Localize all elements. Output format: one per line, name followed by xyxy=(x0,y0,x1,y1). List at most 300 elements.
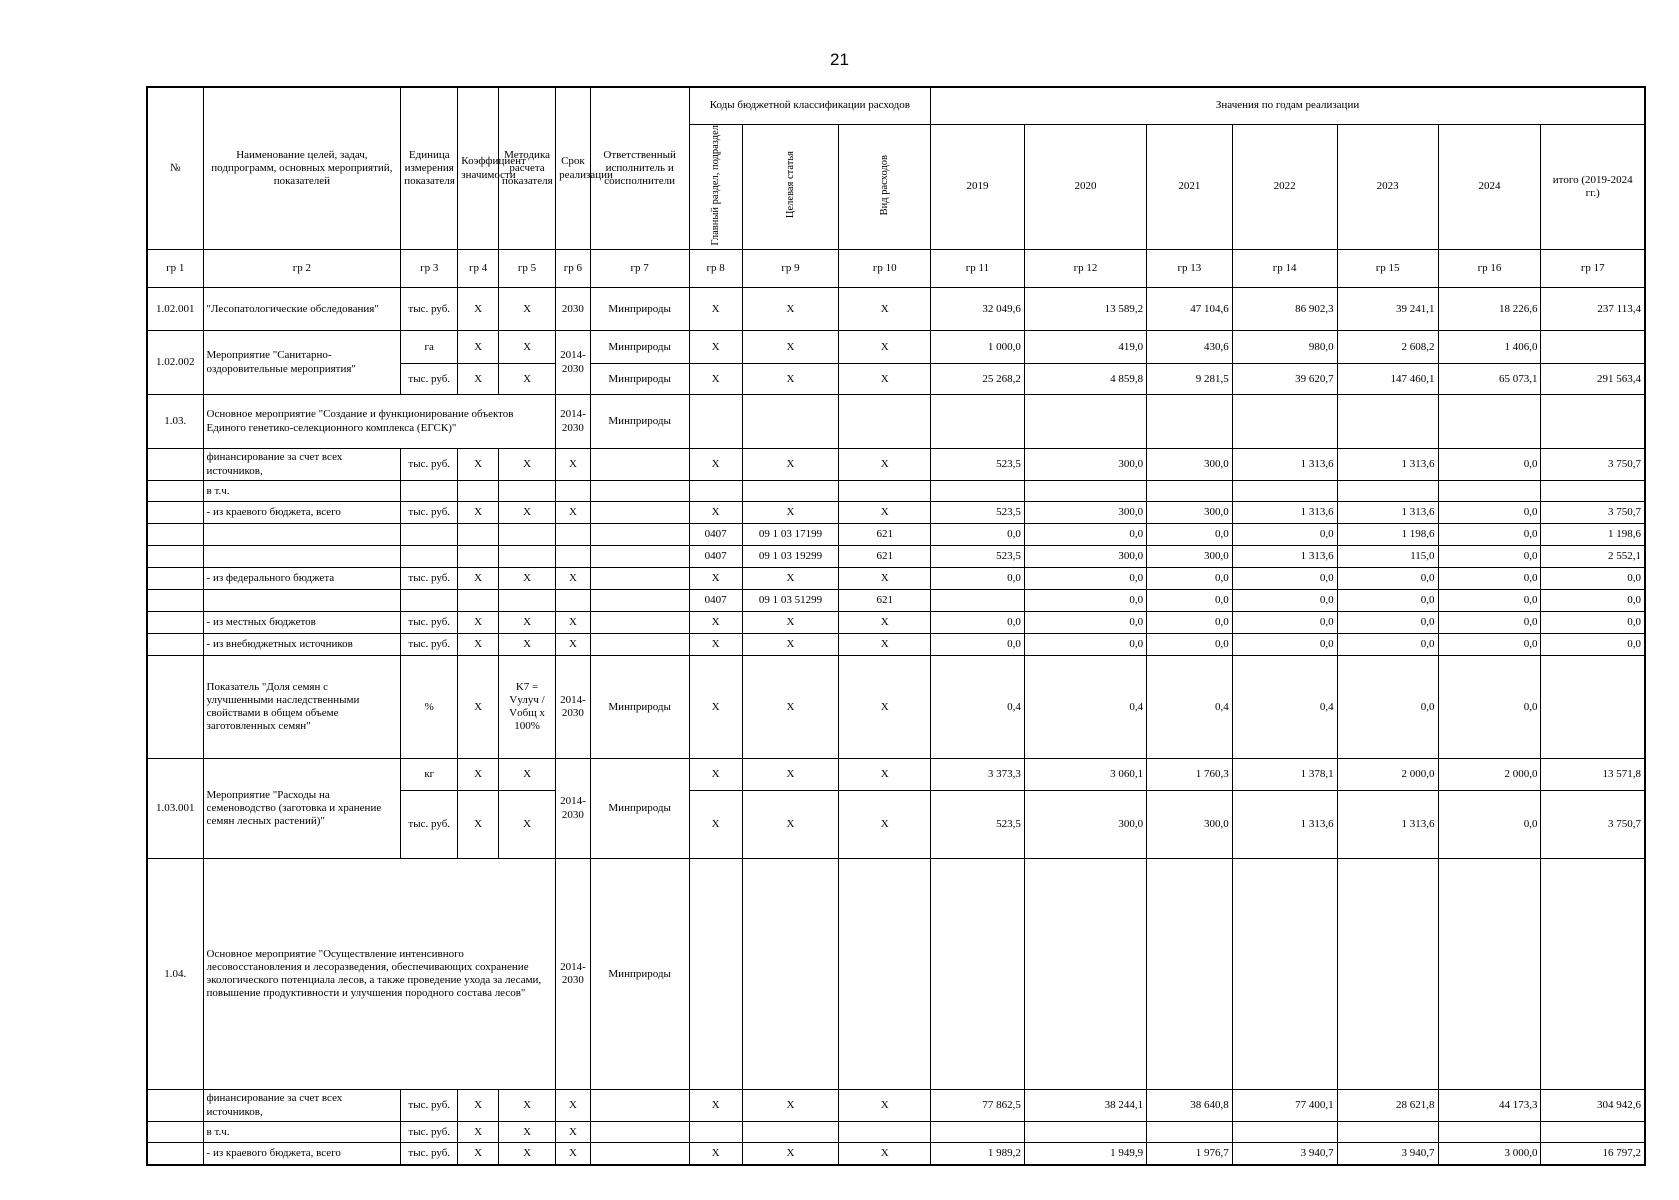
colnum: гр 9 xyxy=(742,250,839,288)
row-vid: X xyxy=(839,634,931,656)
colnum: гр 8 xyxy=(689,250,742,288)
header-year-2022: 2022 xyxy=(1232,124,1337,250)
method-line: K7 = xyxy=(515,680,539,693)
colnum: гр 15 xyxy=(1337,250,1438,288)
row-unit: га xyxy=(401,331,458,364)
header-name: Наименование целей, задач, подпрограмм, основных мероприятий, показателей xyxy=(203,87,401,250)
value-2019: 25 268,2 xyxy=(931,364,1025,395)
row-term: 2014-2030 xyxy=(556,759,591,859)
value-2022: 0,0 xyxy=(1232,634,1337,656)
header-year-2024: 2024 xyxy=(1438,124,1541,250)
row-resp: Минприроды xyxy=(590,859,689,1090)
row-cel: X xyxy=(742,331,839,364)
row-term: X xyxy=(556,612,591,634)
row-unit: тыс. руб. xyxy=(401,1122,458,1143)
value-2020: 4 859,8 xyxy=(1024,364,1146,395)
value-2019: 77 862,5 xyxy=(931,1090,1025,1122)
row-vid: X xyxy=(839,502,931,524)
table-row xyxy=(147,1090,1645,1122)
value-2024: 0,0 xyxy=(1438,791,1541,859)
value-total: 3 750,7 xyxy=(1541,449,1645,481)
value-2023: 2 000,0 xyxy=(1337,759,1438,791)
colnum: гр 1 xyxy=(147,250,203,288)
row-method: X xyxy=(499,1122,556,1143)
table-row xyxy=(147,288,1645,331)
row-cel: X xyxy=(742,656,839,759)
row-glav: 0407 xyxy=(689,590,742,612)
value-2020: 0,0 xyxy=(1024,612,1146,634)
value-2022: 0,0 xyxy=(1232,612,1337,634)
row-vid: 621 xyxy=(839,590,931,612)
value-2024: 0,0 xyxy=(1438,449,1541,481)
value-2019: 523,5 xyxy=(931,449,1025,481)
value-2023: 0,0 xyxy=(1337,590,1438,612)
row-term: X xyxy=(556,1122,591,1143)
value-2023: 1 313,6 xyxy=(1337,449,1438,481)
row-name: Основное мероприятие "Создание и функционирование объектов Единого генетико-селекционного комплекса (ЕГСК)" xyxy=(203,395,556,449)
value-total: 0,0 xyxy=(1541,612,1645,634)
value-2022: 0,4 xyxy=(1232,656,1337,759)
row-resp: Минприроды xyxy=(590,759,689,859)
row-cel: X xyxy=(742,791,839,859)
value-2024: 0,0 xyxy=(1438,568,1541,590)
row-coef: X xyxy=(458,1122,499,1143)
value-2019: 0,0 xyxy=(931,612,1025,634)
value-2022: 3 940,7 xyxy=(1232,1143,1337,1165)
row-glav: X xyxy=(689,1090,742,1122)
value-2022: 86 902,3 xyxy=(1232,288,1337,331)
row-method: X xyxy=(499,502,556,524)
header-coef: Коэффициент значимости xyxy=(458,87,499,250)
colnum: гр 5 xyxy=(499,250,556,288)
row-resp: Минприроды xyxy=(590,288,689,331)
value-total: 0,0 xyxy=(1541,568,1645,590)
value-2020: 300,0 xyxy=(1024,502,1146,524)
row-glav: X xyxy=(689,612,742,634)
value-2024: 44 173,3 xyxy=(1438,1090,1541,1122)
table-row xyxy=(147,590,1645,612)
value-2022: 39 620,7 xyxy=(1232,364,1337,395)
row-term: 2030 xyxy=(556,288,591,331)
row-method xyxy=(499,656,556,759)
row-method: X xyxy=(499,364,556,395)
value-2024: 0,0 xyxy=(1438,502,1541,524)
value-total: 13 571,8 xyxy=(1541,759,1645,791)
value-2023: 2 608,2 xyxy=(1337,331,1438,364)
value-2021: 47 104,6 xyxy=(1147,288,1233,331)
row-term: 2014-2030 xyxy=(556,859,591,1090)
value-total: 2 552,1 xyxy=(1541,546,1645,568)
value-2024: 18 226,6 xyxy=(1438,288,1541,331)
row-term: X xyxy=(556,1143,591,1165)
row-vid: X xyxy=(839,449,931,481)
row-term: X xyxy=(556,449,591,481)
row-term: X xyxy=(556,634,591,656)
row-glav: 0407 xyxy=(689,524,742,546)
row-cel: X xyxy=(742,502,839,524)
value-2020: 300,0 xyxy=(1024,791,1146,859)
colnum: гр 12 xyxy=(1024,250,1146,288)
row-unit: тыс. руб. xyxy=(401,364,458,395)
value-2020: 13 589,2 xyxy=(1024,288,1146,331)
table-row xyxy=(147,481,1645,502)
row-coef: X xyxy=(458,634,499,656)
table-row xyxy=(147,759,1645,791)
value-2023: 39 241,1 xyxy=(1337,288,1438,331)
value-2023: 115,0 xyxy=(1337,546,1438,568)
value-2023: 0,0 xyxy=(1337,612,1438,634)
row-coef: X xyxy=(458,288,499,331)
value-2022: 0,0 xyxy=(1232,524,1337,546)
row-vid: X xyxy=(839,331,931,364)
value-2019: 3 373,3 xyxy=(931,759,1025,791)
value-2024: 2 000,0 xyxy=(1438,759,1541,791)
value-2021: 1 760,3 xyxy=(1147,759,1233,791)
value-2021: 0,0 xyxy=(1147,634,1233,656)
value-2019: 0,4 xyxy=(931,656,1025,759)
table-row xyxy=(147,524,1645,546)
row-coef: X xyxy=(458,791,499,859)
table-row xyxy=(147,612,1645,634)
row-coef: X xyxy=(458,1090,499,1122)
row-cel: X xyxy=(742,364,839,395)
row-glav: X xyxy=(689,568,742,590)
value-2022: 0,0 xyxy=(1232,568,1337,590)
value-2022: 1 313,6 xyxy=(1232,502,1337,524)
value-2024: 65 073,1 xyxy=(1438,364,1541,395)
header-years-title: Значения по годам реализации xyxy=(931,87,1645,124)
value-2021: 300,0 xyxy=(1147,449,1233,481)
row-glav: X xyxy=(689,502,742,524)
value-2023: 1 313,6 xyxy=(1337,502,1438,524)
row-num: 1.02.001 xyxy=(147,288,203,331)
value-2024: 0,0 xyxy=(1438,590,1541,612)
row-coef: X xyxy=(458,364,499,395)
value-2021: 9 281,5 xyxy=(1147,364,1233,395)
row-name: - из внебюджетных источников xyxy=(203,634,401,656)
row-method: X xyxy=(499,288,556,331)
colnum: гр 7 xyxy=(590,250,689,288)
row-cel: X xyxy=(742,759,839,791)
colnum: гр 14 xyxy=(1232,250,1337,288)
value-2024: 1 406,0 xyxy=(1438,331,1541,364)
header-term: Срок реализации xyxy=(556,87,591,250)
value-2024: 0,0 xyxy=(1438,546,1541,568)
value-2022: 77 400,1 xyxy=(1232,1090,1337,1122)
row-glav: X xyxy=(689,1143,742,1165)
row-vid: X xyxy=(839,1143,931,1165)
row-glav: X xyxy=(689,331,742,364)
colnum: гр 17 xyxy=(1541,250,1645,288)
row-cel: X xyxy=(742,1143,839,1165)
row-name: Мероприятие "Расходы на семеноводство (заготовка и хранение семян лесных растений)" xyxy=(203,759,401,859)
row-vid: 621 xyxy=(839,524,931,546)
value-total: 3 750,7 xyxy=(1541,502,1645,524)
row-glav: X xyxy=(689,759,742,791)
row-cel: X xyxy=(742,1090,839,1122)
value-2019: 1 989,2 xyxy=(931,1143,1025,1165)
value-2022: 0,0 xyxy=(1232,590,1337,612)
table-row xyxy=(147,546,1645,568)
value-total: 0,0 xyxy=(1541,634,1645,656)
value-2022: 1 313,6 xyxy=(1232,791,1337,859)
row-vid: X xyxy=(839,288,931,331)
value-2021: 0,0 xyxy=(1147,612,1233,634)
row-unit: тыс. руб. xyxy=(401,612,458,634)
table-row xyxy=(147,1122,1645,1143)
row-name: в т.ч. xyxy=(203,481,401,502)
value-2024: 0,0 xyxy=(1438,656,1541,759)
row-name: финансирование за счет всех источников, xyxy=(203,449,401,481)
value-2020: 419,0 xyxy=(1024,331,1146,364)
colnum: гр 11 xyxy=(931,250,1025,288)
table-row xyxy=(147,634,1645,656)
row-name: - из краевого бюджета, всего xyxy=(203,1143,401,1165)
row-resp: Минприроды xyxy=(590,656,689,759)
value-2023: 1 313,6 xyxy=(1337,791,1438,859)
value-2020: 0,0 xyxy=(1024,590,1146,612)
row-cel: 09 1 03 19299 xyxy=(742,546,839,568)
method-line: 100% xyxy=(514,720,540,733)
row-unit: тыс. руб. xyxy=(401,288,458,331)
row-unit: тыс. руб. xyxy=(401,1143,458,1165)
method-line: Vулуч / xyxy=(509,693,545,706)
row-term: X xyxy=(556,1090,591,1122)
value-2023: 0,0 xyxy=(1337,634,1438,656)
value-2019: 32 049,6 xyxy=(931,288,1025,331)
header-method: Методика расчета показателя xyxy=(499,87,556,250)
row-term: 2014-2030 xyxy=(556,331,591,395)
header-code-vid: Вид расходов xyxy=(878,154,890,215)
row-coef: X xyxy=(458,568,499,590)
table-row xyxy=(147,656,1645,759)
value-2022: 1 378,1 xyxy=(1232,759,1337,791)
value-total: 237 113,4 xyxy=(1541,288,1645,331)
row-cel: 09 1 03 51299 xyxy=(742,590,839,612)
value-2022: 1 313,6 xyxy=(1232,449,1337,481)
row-num: 1.03.001 xyxy=(147,759,203,859)
row-coef: X xyxy=(458,1143,499,1165)
header-year-2023: 2023 xyxy=(1337,124,1438,250)
value-2020: 300,0 xyxy=(1024,546,1146,568)
row-unit: тыс. руб. xyxy=(401,449,458,481)
row-unit: кг xyxy=(401,759,458,791)
value-2019: 0,0 xyxy=(931,568,1025,590)
table-row xyxy=(147,395,1645,449)
value-2021: 300,0 xyxy=(1147,502,1233,524)
value-2023: 0,0 xyxy=(1337,568,1438,590)
row-resp: Минприроды xyxy=(590,395,689,449)
table-row xyxy=(147,859,1645,1090)
table-row xyxy=(147,331,1645,364)
header-code-cel: Целевая статья xyxy=(784,151,796,219)
method-line: Vобщ x xyxy=(509,707,545,720)
column-number-row xyxy=(147,250,1645,288)
row-unit: тыс. руб. xyxy=(401,502,458,524)
value-2020: 0,0 xyxy=(1024,568,1146,590)
row-coef: X xyxy=(458,656,499,759)
header-unit: Единица измерения показателя xyxy=(401,87,458,250)
value-2021: 300,0 xyxy=(1147,791,1233,859)
value-2024: 0,0 xyxy=(1438,524,1541,546)
table-row xyxy=(147,502,1645,524)
value-total: 16 797,2 xyxy=(1541,1143,1645,1165)
value-2021: 0,4 xyxy=(1147,656,1233,759)
value-2020: 38 244,1 xyxy=(1024,1090,1146,1122)
value-2021: 430,6 xyxy=(1147,331,1233,364)
row-num: 1.04. xyxy=(147,859,203,1090)
header-num: № xyxy=(147,87,203,250)
row-cel: X xyxy=(742,449,839,481)
value-2020: 0,4 xyxy=(1024,656,1146,759)
value-total: 291 563,4 xyxy=(1541,364,1645,395)
row-method: X xyxy=(499,449,556,481)
value-2019: 523,5 xyxy=(931,502,1025,524)
row-cel: X xyxy=(742,634,839,656)
row-coef: X xyxy=(458,449,499,481)
value-2021: 0,0 xyxy=(1147,524,1233,546)
row-vid: X xyxy=(839,612,931,634)
row-method: X xyxy=(499,759,556,791)
header-resp: Ответственный исполнитель и соисполнители xyxy=(590,87,689,250)
row-vid: X xyxy=(839,1090,931,1122)
row-glav: X xyxy=(689,791,742,859)
value-total: 1 198,6 xyxy=(1541,524,1645,546)
header-codes: Коды бюджетной классификации расходов xyxy=(689,87,931,124)
table-row xyxy=(147,1143,1645,1165)
row-unit: тыс. руб. xyxy=(401,634,458,656)
table-row xyxy=(147,449,1645,481)
row-term: 2014-2030 xyxy=(556,395,591,449)
row-glav: X xyxy=(689,634,742,656)
value-2020: 1 949,9 xyxy=(1024,1143,1146,1165)
row-method: X xyxy=(499,791,556,859)
row-method: X xyxy=(499,331,556,364)
value-2023: 0,0 xyxy=(1337,656,1438,759)
colnum: гр 6 xyxy=(556,250,591,288)
row-vid: X xyxy=(839,364,931,395)
row-resp: Минприроды xyxy=(590,331,689,364)
value-2019: 523,5 xyxy=(931,791,1025,859)
row-name: - из краевого бюджета, всего xyxy=(203,502,401,524)
row-resp: Минприроды xyxy=(590,364,689,395)
row-coef: X xyxy=(458,331,499,364)
row-name: - из федерального бюджета xyxy=(203,568,401,590)
row-num: 1.02.002 xyxy=(147,331,203,395)
value-2019: 0,0 xyxy=(931,524,1025,546)
row-method: X xyxy=(499,568,556,590)
value-2020: 3 060,1 xyxy=(1024,759,1146,791)
value-2024: 0,0 xyxy=(1438,612,1541,634)
row-glav: X xyxy=(689,288,742,331)
colnum: гр 2 xyxy=(203,250,401,288)
value-2020: 0,0 xyxy=(1024,634,1146,656)
row-cel: X xyxy=(742,288,839,331)
row-name: - из местных бюджетов xyxy=(203,612,401,634)
row-coef: X xyxy=(458,759,499,791)
row-vid: X xyxy=(839,656,931,759)
value-total: 304 942,6 xyxy=(1541,1090,1645,1122)
row-glav: X xyxy=(689,449,742,481)
value-2023: 1 198,6 xyxy=(1337,524,1438,546)
row-coef: X xyxy=(458,612,499,634)
row-vid: X xyxy=(839,791,931,859)
row-name: "Лесопатологические обследования" xyxy=(203,288,401,331)
row-unit: тыс. руб. xyxy=(401,791,458,859)
header-year-2020: 2020 xyxy=(1024,124,1146,250)
row-glav: X xyxy=(689,364,742,395)
value-2020: 0,0 xyxy=(1024,524,1146,546)
row-name: в т.ч. xyxy=(203,1122,401,1143)
row-unit: % xyxy=(401,656,458,759)
value-total: 3 750,7 xyxy=(1541,791,1645,859)
colnum: гр 16 xyxy=(1438,250,1541,288)
header-code-glav: Главный раздел, подраздел xyxy=(709,124,721,245)
row-cel: X xyxy=(742,568,839,590)
row-term: 2014-2030 xyxy=(556,656,591,759)
row-num: 1.03. xyxy=(147,395,203,449)
value-2023: 147 460,1 xyxy=(1337,364,1438,395)
row-unit: тыс. руб. xyxy=(401,568,458,590)
header-year-total: итого (2019-2024 гг.) xyxy=(1541,124,1645,250)
value-total: 0,0 xyxy=(1541,590,1645,612)
value-2021: 38 640,8 xyxy=(1147,1090,1233,1122)
row-vid: 621 xyxy=(839,546,931,568)
row-method: X xyxy=(499,612,556,634)
budget-table xyxy=(146,86,1646,1166)
row-glav: X xyxy=(689,656,742,759)
row-method: X xyxy=(499,1143,556,1165)
value-2022: 1 313,6 xyxy=(1232,546,1337,568)
value-total xyxy=(1541,656,1645,759)
row-vid: X xyxy=(839,568,931,590)
row-method: X xyxy=(499,1090,556,1122)
value-2021: 1 976,7 xyxy=(1147,1143,1233,1165)
row-name: Показатель "Доля семян с улучшенными наследственными свойствами в общем объеме заготовленных семян" xyxy=(203,656,401,759)
value-2021: 0,0 xyxy=(1147,568,1233,590)
row-method: X xyxy=(499,634,556,656)
value-2019 xyxy=(931,590,1025,612)
row-term: X xyxy=(556,568,591,590)
row-unit: тыс. руб. xyxy=(401,1090,458,1122)
row-name: Мероприятие "Санитарно-оздоровительные мероприятия" xyxy=(203,331,401,395)
value-2022: 980,0 xyxy=(1232,331,1337,364)
row-name: Основное мероприятие "Осуществление интенсивного лесовосстановления и лесоразведения, обеспечивающих сохранение экологического потенциала лесов, а также проведение ухода за лесами, повышение продуктивности и улучшения породного состава лесов" xyxy=(203,859,556,1090)
header-year-2019: 2019 xyxy=(931,124,1025,250)
value-2024: 3 000,0 xyxy=(1438,1143,1541,1165)
colnum: гр 13 xyxy=(1147,250,1233,288)
row-cel: 09 1 03 17199 xyxy=(742,524,839,546)
value-2021: 0,0 xyxy=(1147,590,1233,612)
row-coef: X xyxy=(458,502,499,524)
colnum: гр 3 xyxy=(401,250,458,288)
row-cel: X xyxy=(742,612,839,634)
colnum: гр 4 xyxy=(458,250,499,288)
row-term: X xyxy=(556,502,591,524)
value-2023: 28 621,8 xyxy=(1337,1090,1438,1122)
row-name: финансирование за счет всех источников, xyxy=(203,1090,401,1122)
value-2021: 300,0 xyxy=(1147,546,1233,568)
row-vid: X xyxy=(839,759,931,791)
header-year-2021: 2021 xyxy=(1147,124,1233,250)
value-2019: 0,0 xyxy=(931,634,1025,656)
value-2019: 1 000,0 xyxy=(931,331,1025,364)
table-row xyxy=(147,568,1645,590)
value-2019: 523,5 xyxy=(931,546,1025,568)
value-2020: 300,0 xyxy=(1024,449,1146,481)
row-glav: 0407 xyxy=(689,546,742,568)
value-2023: 3 940,7 xyxy=(1337,1143,1438,1165)
